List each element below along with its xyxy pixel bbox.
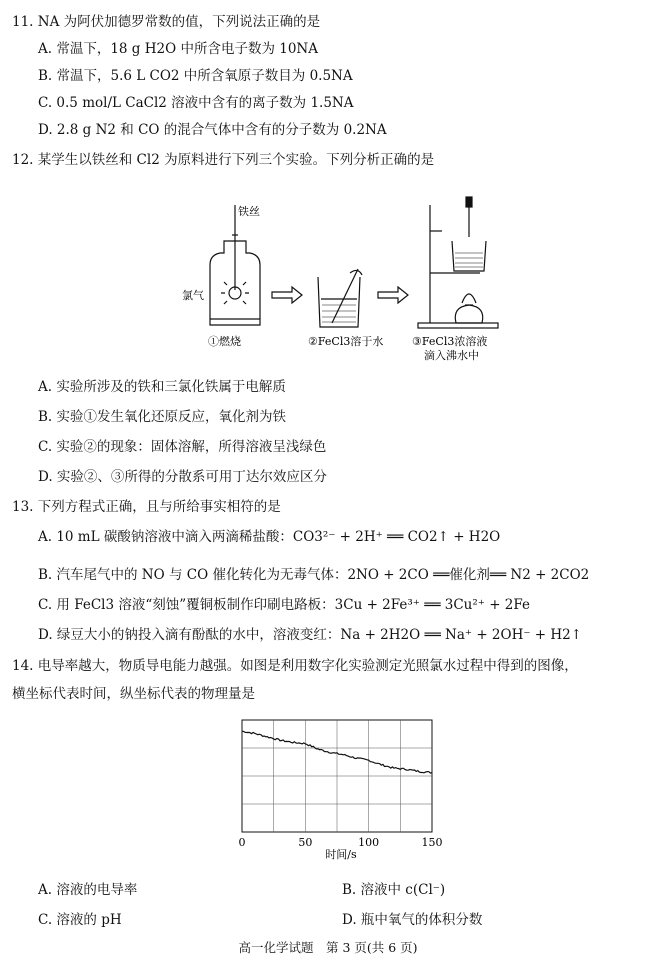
q13-option-b: B. 汽车尾气中的 NO 与 CO 催化转化为无毒气体：2NO + 2CO ══催化剂══ N2 + 2CO2: [38, 567, 590, 583]
q14-option-b: B. 溶液中 c(Cl⁻): [342, 882, 446, 898]
page-footer: 高一化学试题 第 3 页(共 6 页): [238, 940, 418, 955]
q11-stem: 11. NA 为阿伏加德罗常数的值，下列说法正确的是: [12, 14, 321, 30]
caption-2: ②FeCl3溶于水: [308, 335, 384, 348]
q12-option-c: C. 实验②的现象：固体溶解，所得溶液呈浅绿色: [38, 439, 327, 455]
caption-1: ①燃烧: [208, 335, 241, 348]
q14-stem-line1: 14. 电导率越大，物质导电能力越强。如图是利用数字化实验测定光照氯水过程中得到的图像，: [12, 658, 578, 674]
alcohol-burner: [455, 294, 483, 323]
label-iron-wire: 铁丝: [238, 205, 260, 218]
q13-stem: 13. 下列方程式正确，且与所给事实相符的是: [12, 499, 281, 515]
chart-x-tick-label: 0: [238, 836, 246, 849]
q11-option-d: D. 2.8 g N2 和 CO 的混合气体中含有的分子数为 0.2NA: [38, 122, 387, 138]
q12-stem: 12. 某学生以铁丝和 Cl2 为原料进行下列三个实验。下列分析正确的是: [12, 152, 435, 168]
chart-x-tick-label: 50: [298, 836, 313, 849]
q11-option-b: B. 常温下，5.6 L CO2 中所含氧原子数目为 0.5NA: [38, 68, 353, 84]
q14-stem-line2: 横坐标代表时间，纵坐标代表的物理量是: [12, 686, 255, 702]
q14-option-c: C. 溶液的 pH: [38, 912, 122, 928]
q12-experiment-figure: [180, 195, 510, 365]
label-chlorine: 氯气: [182, 289, 204, 302]
q14-option-a: A. 溶液的电导率: [38, 882, 138, 898]
q13-option-a: A. 10 mL 碳酸钠溶液中滴入两滴稀盐酸：CO3²⁻ + 2H⁺ ══ CO2↑ + H2O: [38, 529, 501, 545]
q13-option-d: D. 绿豆大小的钠投入滴有酚酞的水中，溶液变红：Na + 2H2O ══ Na⁺ + 2OH⁻ + H2↑: [38, 627, 583, 643]
chart-grid: [242, 720, 432, 832]
q11-option-a: A. 常温下，18 g H2O 中所含电子数为 10NA: [38, 41, 318, 57]
chart-x-tick-label: 100: [358, 836, 380, 849]
beaker: [318, 269, 362, 327]
q12-option-a: A. 实验所涉及的铁和三氯化铁属于电解质: [38, 379, 286, 395]
q11-option-c: C. 0.5 mol/L CaCl2 溶液中含有的离子数为 1.5NA: [38, 95, 354, 111]
beaker-boiling: [452, 241, 486, 271]
q12-option-b: B. 实验①发生氧化还原反应，氧化剂为铁: [38, 409, 287, 425]
chart-x-tick-label: 150: [421, 836, 443, 849]
chart-x-label: 时间/s: [325, 848, 357, 861]
dropper-icon: [466, 197, 472, 237]
caption-3b: 滴入沸水中: [424, 349, 479, 362]
q13-option-c: C. 用 FeCl3 溶液“刻蚀”覆铜板制作印刷电路板：3Cu + 2Fe³⁺ ══ 3Cu²⁺ + 2Fe: [38, 597, 531, 613]
q12-option-d: D. 实验②、③所得的分散系可用丁达尔效应区分: [38, 469, 327, 485]
gas-bottle: [210, 205, 260, 325]
q14-line-chart: [226, 712, 456, 862]
caption-3a: ③FeCl3浓溶液: [412, 335, 488, 348]
arrow-right-icon: [378, 287, 408, 303]
q14-option-d: D. 瓶中氧气的体积分数: [342, 912, 483, 928]
arrow-right-icon: [272, 287, 302, 303]
